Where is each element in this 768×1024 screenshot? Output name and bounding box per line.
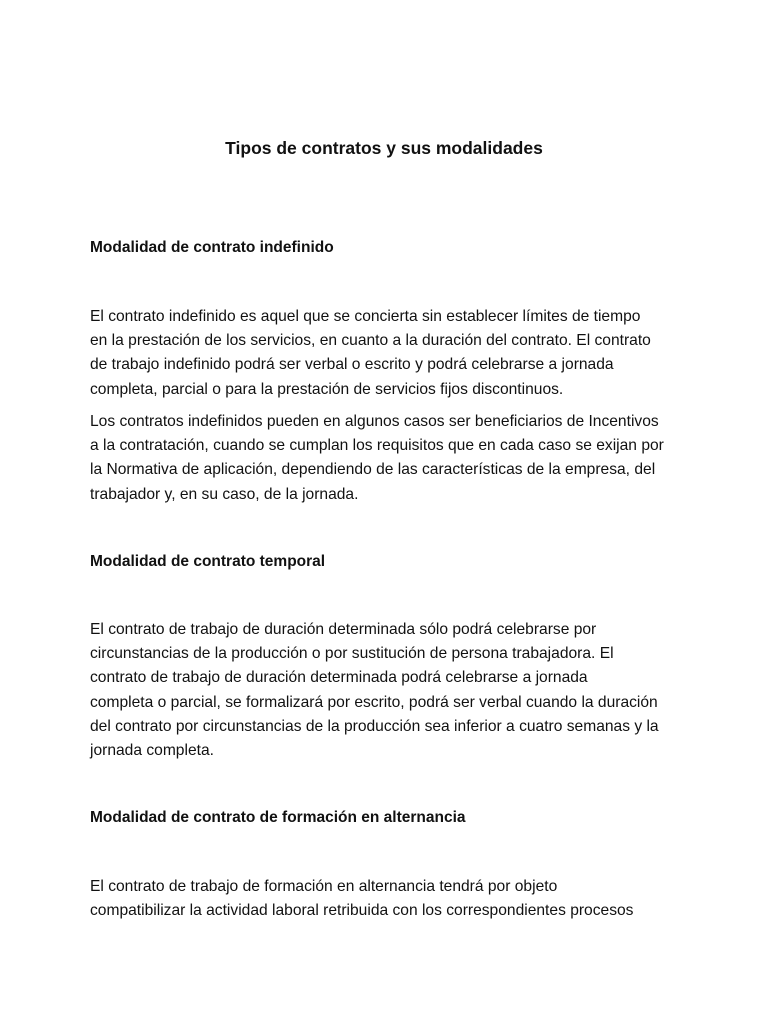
text-line: El contrato de trabajo de duración determinada sólo podrá celebrarse por [90, 621, 597, 638]
section-heading-temporal: Modalidad de contrato temporal [90, 553, 326, 570]
text-line: a la contratación, cuando se cumplan los requisitos que en cada caso se exijan por [90, 437, 664, 455]
text-line: del contrato por circunstancias de la producción sea inferior a cuatro semanas y la [90, 717, 659, 735]
text-line: en la prestación de los servicios, en cuanto a la duración del contrato. El contrato [90, 332, 651, 350]
paragraph-indefinido-2 [90, 410, 690, 507]
text-line: contrato de trabajo de duración determinada podrá celebrarse a jornada [90, 669, 588, 687]
text-line: completa o parcial, se formalizará por escrito, podrá ser verbal cuando la duración [90, 693, 658, 711]
text-line: la Normativa de aplicación, dependiendo de las características de la empresa, del [90, 461, 656, 479]
paragraph-formacion-1 [90, 875, 690, 923]
text-line: Los contratos indefinidos pueden en algunos casos ser beneficiarios de Incentivos [90, 413, 659, 430]
text-line: completa, parcial o para la prestación de servicios fijos discontinuos. [90, 380, 564, 398]
text-line: El contrato indefinido es aquel que se concierta sin establecer límites de tiempo [90, 308, 641, 325]
text-line: de trabajo indefinido podrá ser verbal o escrito y podrá celebrarse a jornada [90, 356, 614, 374]
paragraph-temporal-1 [90, 618, 690, 763]
text-line: El contrato de trabajo de formación en alternancia tendrá por objeto [90, 878, 558, 895]
section-heading-indefinido: Modalidad de contrato indefinido [90, 239, 334, 256]
text-line: circunstancias de la producción o por sustitución de persona trabajadora. El [90, 645, 614, 663]
document-title: Tipos de contratos y sus modalidades [225, 138, 543, 158]
text-line: compatibilizar la actividad laboral retribuida con los correspondientes procesos [90, 902, 634, 920]
paragraph-indefinido-1 [90, 305, 690, 402]
section-heading-formacion: Modalidad de contrato de formación en alternancia [90, 809, 466, 826]
text-line: trabajador y, en su caso, de la jornada. [90, 485, 359, 503]
text-line: jornada completa. [90, 742, 214, 760]
